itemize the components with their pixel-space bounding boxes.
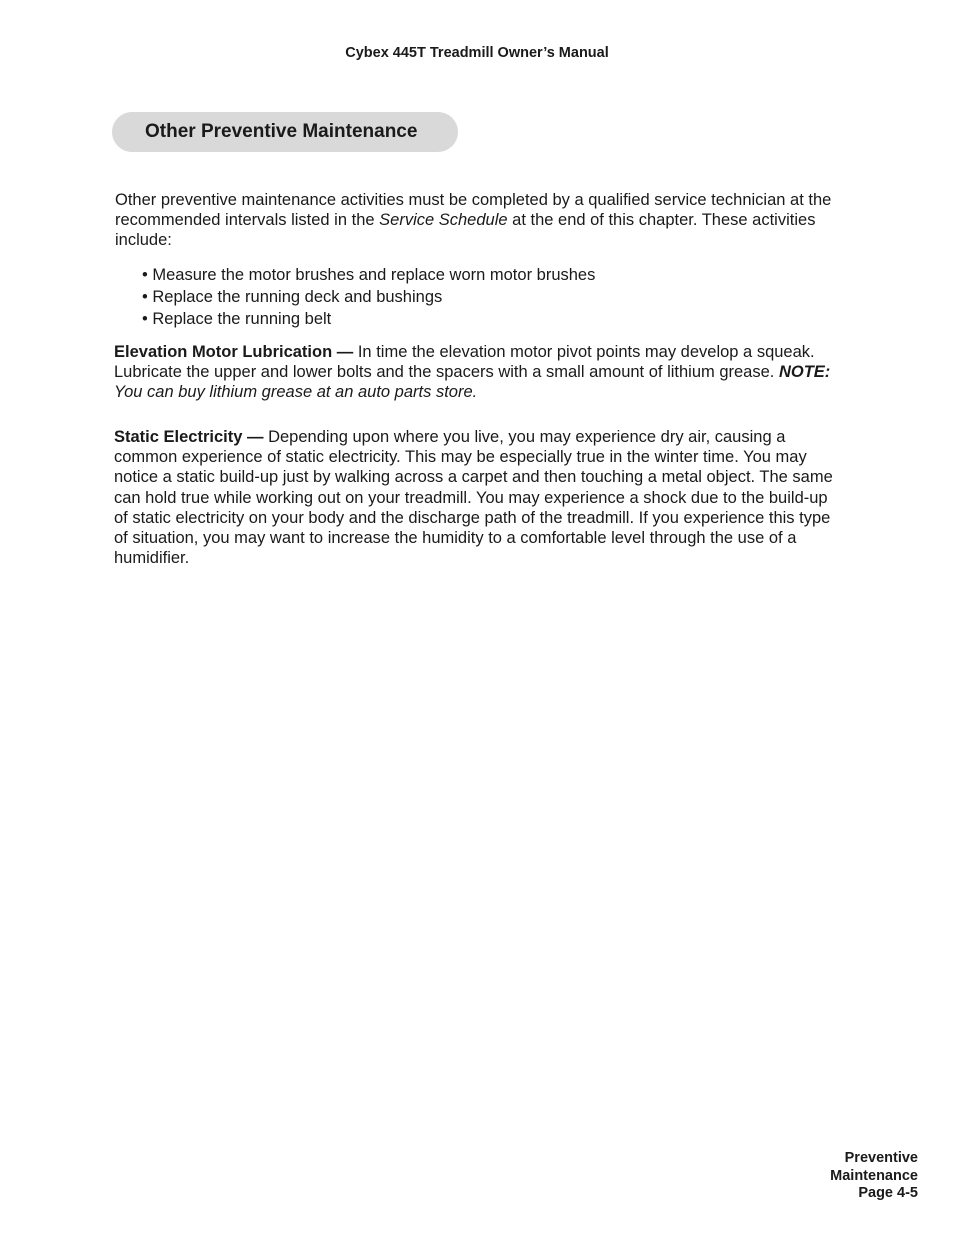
note-text: You can buy lithium grease at an auto parts store. <box>114 383 478 402</box>
service-schedule-reference: Service Schedule <box>379 211 508 230</box>
list-item: • Measure the motor brushes and replace worn motor brushes <box>142 264 595 286</box>
elevation-motor-label: Elevation Motor Lubrication — <box>114 343 354 361</box>
activities-list <box>142 264 595 330</box>
footer-section-line1: Preventive <box>844 1150 918 1166</box>
note-label: NOTE: <box>778 363 831 382</box>
page-footer <box>830 1150 918 1203</box>
intro-paragraph <box>115 190 845 251</box>
page-number: Page 4-5 <box>858 1185 918 1201</box>
running-header: Cybex 445T Treadmill Owner’s Manual <box>345 45 609 61</box>
section-heading: Other Preventive Maintenance <box>112 112 458 152</box>
elevation-motor-paragraph <box>114 342 844 403</box>
elevation-motor-text: In time the elevation motor pivot points may develop a squeak. Lubricate the upper and lower bolts and the spacers with a small amount of lithium grease. <box>114 343 815 382</box>
list-item: • Replace the running belt <box>142 308 595 330</box>
static-electricity-label: Static Electricity — <box>114 428 264 446</box>
intro-text-end: at the end of this chapter. These activities include: <box>115 211 816 250</box>
intro-text-start: Other preventive maintenance activities must be completed by a qualified service technician at the recommended intervals listed in the <box>115 191 832 230</box>
static-electricity-paragraph <box>114 427 844 568</box>
static-electricity-text: Depending upon where you live, you may experience dry air, causing a common experience of static electricity. This may be especially true in the winter time. You may notice a static build-up just by walking across a carpet and then touching a metal object. The same can hold true while working out on your treadmill. You may experience a shock due to the build-up of static electricity on your body and the discharge path of the treadmill. If you experience this type of situation, you may want to increase the humidity to a comfortable level through the use of a humidifier. <box>114 428 833 568</box>
footer-section-line2: Maintenance <box>830 1167 918 1184</box>
list-item: • Replace the running deck and bushings <box>142 286 595 308</box>
